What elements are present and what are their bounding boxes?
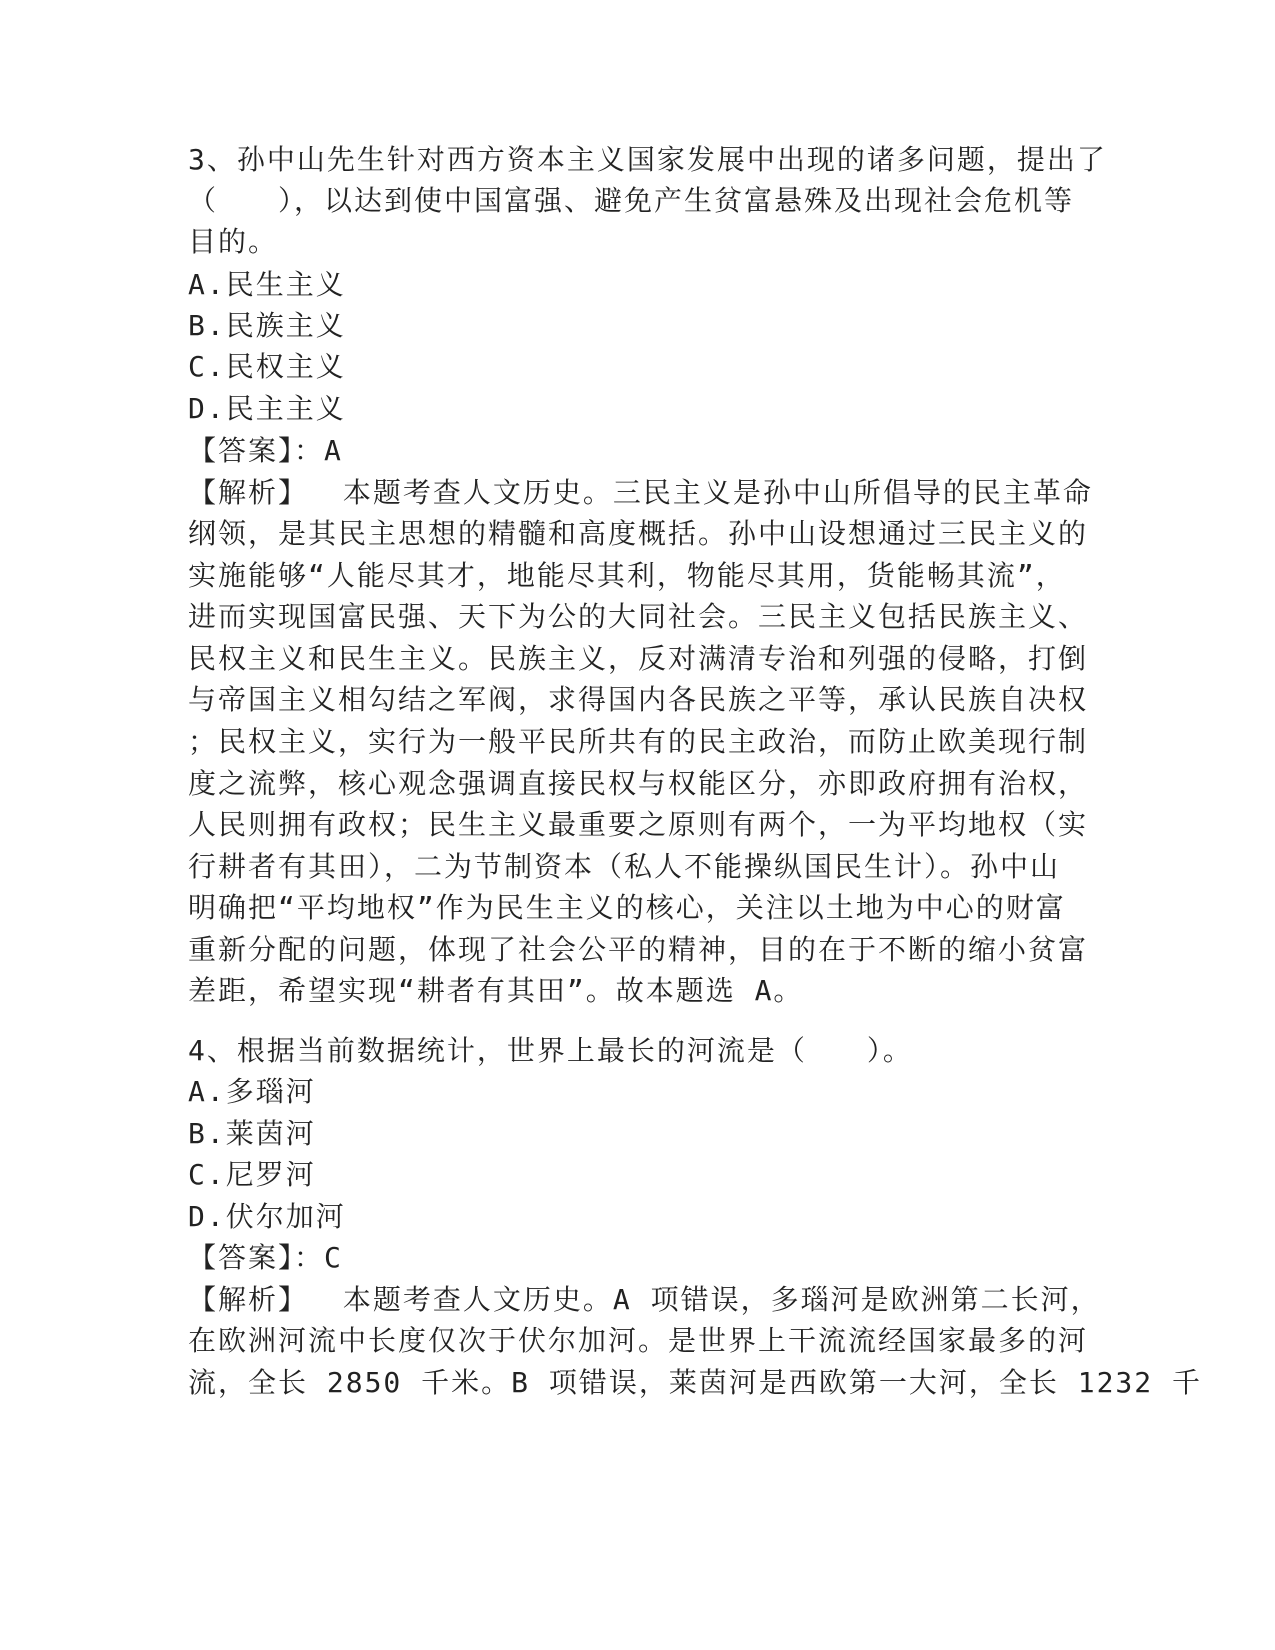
answer-label: 【答案】：C	[188, 1241, 343, 1274]
analysis-line: 度之流弊，核心观念强调直接民权与权能区分，亦即政府拥有治权，	[188, 767, 1089, 800]
analysis-line: 明确把“平均地权”作为民生主义的核心，关注以土地为中心的财富	[188, 891, 1066, 924]
analysis-line: 【解析】 本题考查人文历史。A 项错误，多瑙河是欧洲第二长河，	[188, 1283, 1101, 1316]
option-a: A.民生主义	[188, 268, 346, 301]
analysis-line: 人民则拥有政权；民生主义最重要之原则有两个，一为平均地权（实	[188, 808, 1089, 841]
analysis-line: 纲领，是其民主思想的精髓和高度概括。孙中山设想通过三民主义的	[188, 517, 1089, 550]
option-a: A.多瑙河	[188, 1075, 316, 1108]
analysis-line: 行耕者有其田），二为节制资本（私人不能操纵国民生计）。孙中山	[188, 850, 1061, 883]
analysis-line: 【解析】 本题考查人文历史。三民主义是孙中山所倡导的民主革命	[188, 476, 1093, 509]
option-c: C.民权主义	[188, 350, 346, 383]
analysis-line: 民权主义和民生主义。民族主义，反对满清专治和列强的侵略，打倒	[188, 642, 1089, 675]
question-stem-line: 目的。	[188, 225, 279, 258]
analysis-line: 与帝国主义相勾结之军阀，求得国内各民族之平等，承认民族自决权	[188, 683, 1089, 716]
question-stem-line: （ ），以达到使中国富强、避免产生贫富悬殊及出现社会危机等	[188, 184, 1075, 217]
analysis-line: 进而实现国富民强、天下为公的大同社会。三民主义包括民族主义、	[188, 600, 1089, 633]
analysis-line: 流，全长 2850 千米。B 项错误，莱茵河是西欧第一大河，全长 1232 千	[188, 1366, 1203, 1399]
analysis-line: 实施能够“人能尽其才，地能尽其利，物能尽其用，货能畅其流”，	[188, 559, 1066, 592]
option-c: C.尼罗河	[188, 1158, 316, 1191]
option-b: B.民族主义	[188, 309, 346, 342]
analysis-line: 重新分配的问题，体现了社会公平的精神，目的在于不断的缩小贫富	[188, 933, 1089, 966]
question-stem-line: 4、根据当前数据统计，世界上最长的河流是（ ）。	[188, 1034, 913, 1067]
analysis-line: 在欧洲河流中长度仅次于伏尔加河。是世界上干流流经国家最多的河	[188, 1324, 1089, 1357]
option-d: D.伏尔加河	[188, 1200, 346, 1233]
analysis-line: 差距，希望实现“耕者有其田”。故本题选 A。	[188, 974, 804, 1007]
question-stem-line: 3、孙中山先生针对西方资本主义国家发展中出现的诸多问题，提出了	[188, 143, 1107, 176]
answer-label: 【答案】：A	[188, 434, 343, 467]
option-b: B.莱茵河	[188, 1117, 316, 1150]
analysis-line: ；民权主义，实行为一般平民所共有的民主政治，而防止欧美现行制	[188, 725, 1089, 758]
option-d: D.民主主义	[188, 392, 346, 425]
